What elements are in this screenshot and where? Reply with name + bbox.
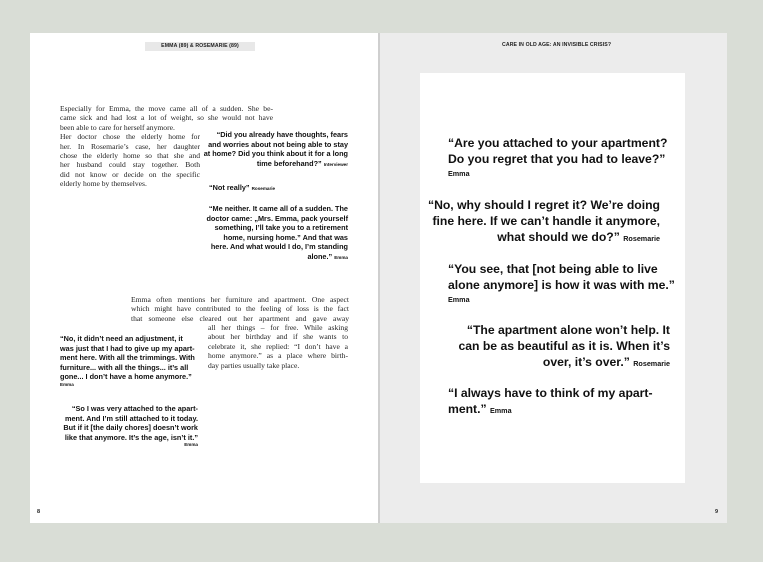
quote-line: here. And what would I do, I’m standing — [210, 242, 348, 251]
quote-line: But if it [the daily chores] doesn’t work — [63, 423, 198, 432]
speaker-label: Emma — [448, 169, 470, 178]
speaker-label: Emma — [184, 442, 198, 447]
right-page — [380, 33, 727, 523]
text-line: came sick and had lost a lot of weight, so she would not have — [60, 113, 273, 123]
quote-line: “No, it didn’t need an adjustment, it — [60, 334, 183, 343]
speaker-label: Emma — [60, 381, 74, 387]
big-quote-2 — [424, 197, 660, 247]
speaker-label: Emma — [334, 254, 348, 260]
body-paragraph-2 — [131, 295, 349, 323]
quote-line: what should we do?” — [497, 230, 620, 244]
quote-line: can be as beautiful as it is. When it’s — [458, 339, 670, 353]
text-line: home anymore.” as a place where birth- — [208, 351, 348, 361]
quote-adjustment — [60, 334, 205, 387]
speaker-label: Emma — [490, 406, 512, 415]
quote-line: was just that I had to give up my apart- — [60, 343, 195, 353]
big-quote-4 — [424, 322, 670, 372]
quote-line: “So I was very attached to the apart- — [71, 404, 198, 413]
quote-line: ment here. With all the trimmings. With — [60, 353, 195, 362]
speaker-label: Rosemarie — [251, 186, 276, 191]
speaker-label: Rosemarie — [633, 359, 670, 368]
speaker-label: Interviewer — [323, 161, 348, 167]
quote-line: ment.” — [448, 402, 487, 416]
quote-line: “No, why should I regret it? We’re doing — [427, 198, 660, 212]
quote-line: “Not really” — [209, 183, 250, 192]
text-line: Her doctor chose the elderly home for — [60, 132, 200, 142]
text-line: all her things – for free. While asking — [208, 323, 348, 332]
left-page — [30, 33, 378, 523]
text-line: did not know or decide on the specific — [60, 169, 200, 179]
running-head-right: CARE IN OLD AGE: AN INVISIBLE CRISIS? — [502, 42, 612, 48]
text-line: been able to care for herself anymore. — [60, 122, 175, 132]
quote-line: gone... I don’t have a home anymore.” — [60, 372, 192, 381]
text-line: chose the elderly home so that she and — [60, 151, 200, 161]
quote-line: something, I’ll take you to a retirement — [214, 223, 348, 232]
big-quote-1 — [448, 135, 680, 179]
quote-line: and worries about not being able to stay — [208, 139, 348, 149]
quote-line: “Did you already have thoughts, fears — [216, 130, 348, 139]
text-line: her. In Rosemarie’s case, her daughter — [60, 141, 200, 151]
text-line: elderly home by themselves. — [60, 179, 147, 189]
quote-card — [420, 73, 685, 483]
text-line: day parties usually take place. — [208, 360, 300, 370]
quote-line: at home? Did you think about it for a long — [203, 149, 348, 158]
quote-line: ment. And I’m still attached to it today. — [65, 413, 198, 423]
speaker-label: Rosemarie — [623, 234, 660, 243]
quote-line: furniture... with all the things... it’s all — [60, 362, 189, 372]
body-paragraph-2-side — [208, 323, 348, 370]
quote-line: Do you regret that you had to leave?” — [448, 152, 666, 166]
quote-line: “The apartment alone won’t help. It — [466, 323, 670, 337]
quote-line: “You see, that [not being able to live — [448, 262, 658, 276]
quote-line: “I always have to think of my apart- — [448, 386, 653, 400]
quote-not-really — [209, 183, 349, 194]
text-line: her husband could stay together. Both — [60, 160, 200, 170]
quote-line: over, it’s over.” — [542, 355, 630, 369]
quote-line: “Me neither. It came all of a sudden. The — [208, 204, 348, 213]
page-number: 8 — [37, 509, 41, 515]
running-head-left: EMMA (89) & ROSEMARIE (89) — [145, 42, 255, 51]
page-number: 9 — [714, 509, 718, 515]
quote-line: fine here. If we can’t handle it anymore, — [432, 214, 660, 228]
text-line: celebrate it, she replied: “I don’t have a — [208, 341, 348, 351]
quote-line: “Are you attached to your apartment? — [448, 136, 668, 150]
text-line: Emma often mentions her furniture and apartment. One aspect — [131, 295, 349, 304]
text-line: Especially for Emma, the move came all of a sudden. She be- — [60, 104, 273, 113]
text-line: about her birthday and if she wants to — [208, 332, 348, 342]
quote-me-neither — [200, 204, 348, 262]
big-quote-3 — [448, 261, 680, 305]
quote-line: home, nursing home.” And that was — [223, 232, 348, 242]
quote-line: time beforehand?” — [256, 158, 322, 168]
quote-interviewer — [200, 130, 348, 169]
quote-attached — [55, 404, 198, 447]
text-line: which might have contributed to the feeling of loss is the fact — [131, 304, 349, 314]
big-quote-5 — [448, 385, 680, 419]
quote-line: alone anymore] is how it was with me.” — [448, 278, 675, 292]
quote-line: like that anymore. It’s the age, isn’t it.” — [64, 432, 198, 442]
text-line: that someone else cleared out her apartment and gave away — [131, 313, 349, 323]
speaker-label: Emma — [448, 295, 470, 304]
quote-line: alone.” — [307, 251, 333, 261]
quote-line: doctor came: „Mrs. Emma, pack yourself — [206, 213, 348, 223]
